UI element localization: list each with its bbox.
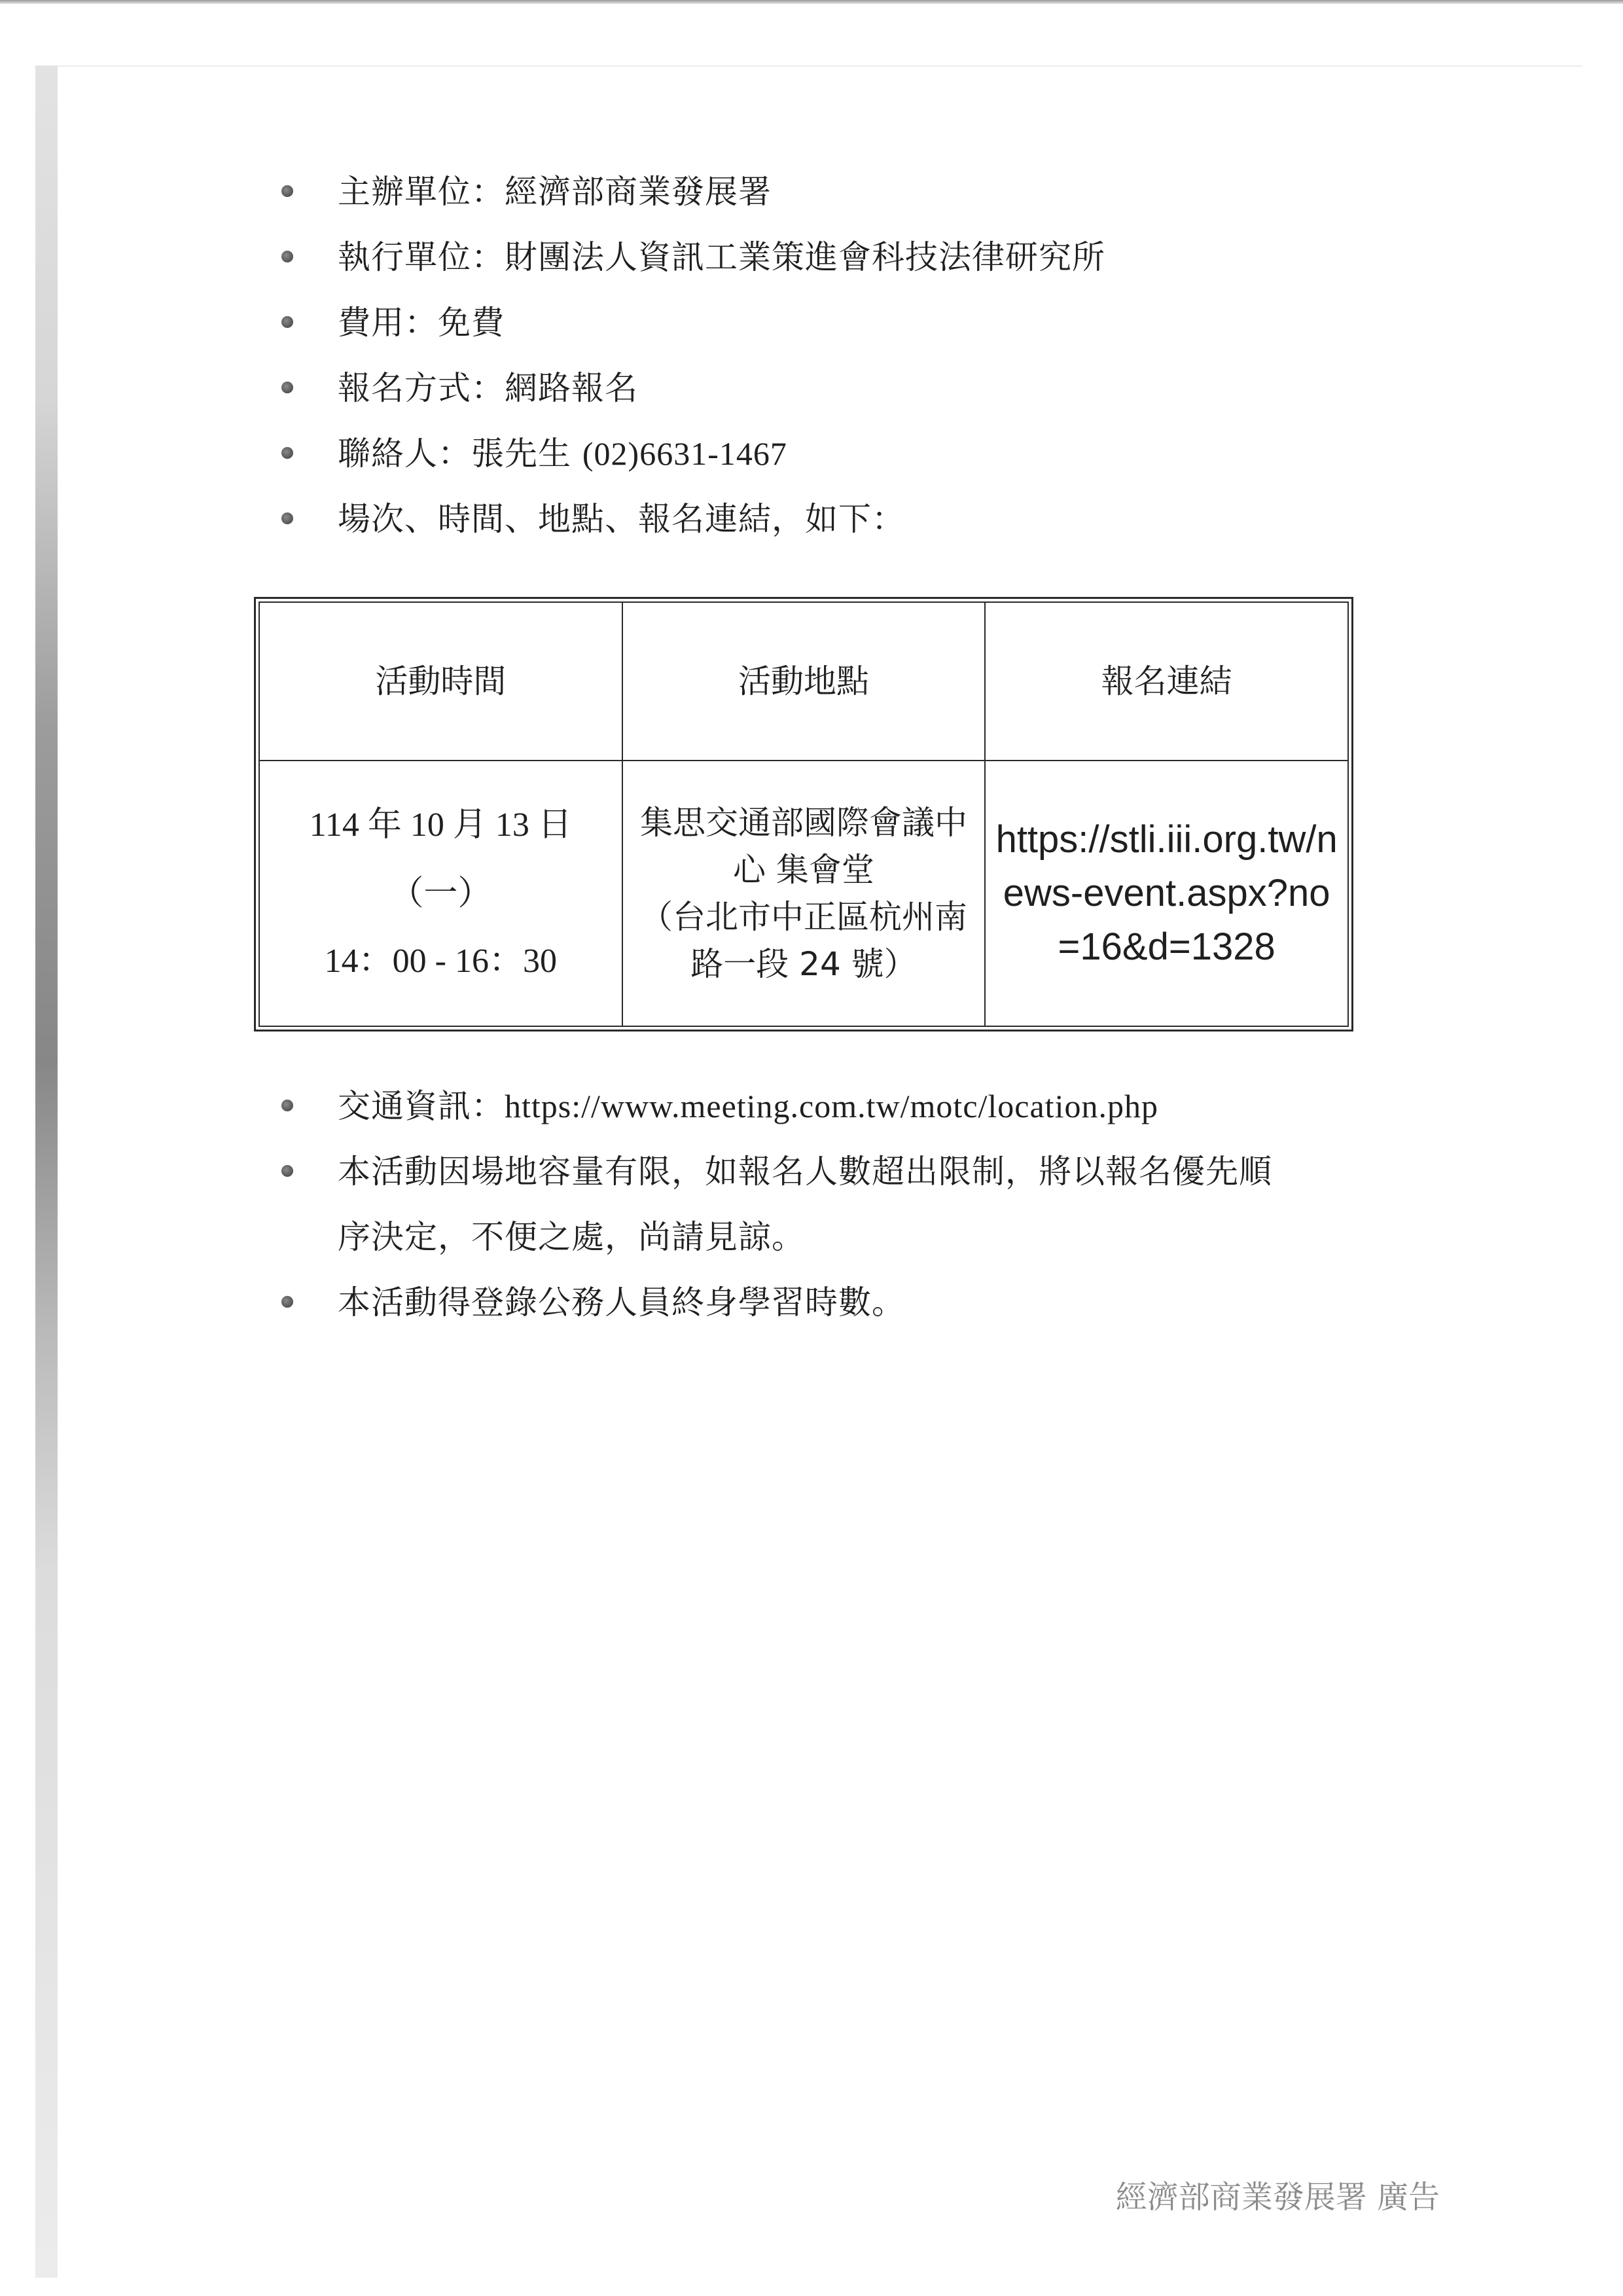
cell-registration-link [985, 761, 1348, 1026]
event-date: 114 年 10 月 13 日 [309, 806, 572, 844]
bullet-icon [281, 1296, 293, 1308]
scan-shadow-left [35, 65, 58, 2278]
table-header-row [259, 602, 1348, 761]
scan-page-edge [58, 65, 1582, 67]
bullet-icon [281, 251, 293, 262]
bullet-icon [281, 1100, 293, 1111]
cell-time [259, 761, 622, 1026]
list-item-schedule [281, 486, 1105, 552]
bullet-icon [281, 447, 293, 459]
contact-phone: (02)6631-1467 [582, 435, 787, 472]
header-venue: 活動地點 [622, 602, 986, 761]
learning-hours-text: 本活動得登錄公務人員終身學習時數。 [338, 1283, 905, 1321]
event-schedule-table [254, 597, 1353, 1031]
organizer-text: 主辦單位：經濟部商業發展署 [338, 173, 772, 211]
cell-venue [622, 761, 986, 1026]
contact-label: 聯絡人：張先生 [338, 435, 582, 473]
bullet-icon [281, 512, 293, 524]
list-item-organizer [281, 159, 1105, 224]
footer-advertisement-label: 經濟部商業發展署 廣告 [1115, 2179, 1440, 2215]
schedule-intro-text: 場次、時間、地點、報名連結，如下： [338, 500, 905, 538]
executor-text: 執行單位：財團法人資訊工業策進會科技法律研究所 [338, 238, 1105, 276]
bullet-icon [281, 316, 293, 328]
header-time: 活動時間 [259, 602, 622, 761]
event-info-list [281, 159, 1105, 552]
event-weekday: （一） [389, 874, 492, 913]
capacity-text-line2: 序決定，不便之處，尚請見諒。 [338, 1218, 805, 1256]
bullet-icon [281, 382, 293, 393]
bullet-icon [281, 185, 293, 197]
scan-top-edge [0, 0, 1623, 4]
list-item-transport [281, 1073, 1450, 1139]
event-time: 14：00 - 16：30 [324, 942, 557, 980]
header-link: 報名連結 [985, 602, 1348, 761]
venue-name: 集思交通部國際會議中心 集會堂 [639, 804, 967, 889]
list-item-contact [281, 421, 1105, 486]
list-item-fee [281, 290, 1105, 355]
capacity-text-line1: 本活動因場地容量有限，如報名人數超出限制，將以報名優先順 [338, 1153, 1272, 1191]
transport-label: 交通資訊： [338, 1087, 505, 1125]
list-item-executor [281, 224, 1105, 290]
table-row [259, 761, 1348, 1026]
transport-url[interactable]: https://www.meeting.com.tw/motc/location.php [505, 1088, 1158, 1124]
list-item-learning-hours [281, 1270, 1450, 1335]
registration-link[interactable]: https://stli.iii.org.tw/news-event.aspx?no=16&d=1328 [995, 818, 1338, 968]
fee-text: 費用：免費 [338, 304, 505, 342]
list-item-capacity [281, 1139, 1450, 1270]
registration-method-text: 報名方式：網路報名 [338, 369, 638, 407]
notes-list [281, 1073, 1450, 1335]
list-item-registration [281, 355, 1105, 421]
bullet-icon [281, 1165, 293, 1177]
venue-address: （台北市中正區杭州南路一段 24 號） [639, 898, 967, 983]
